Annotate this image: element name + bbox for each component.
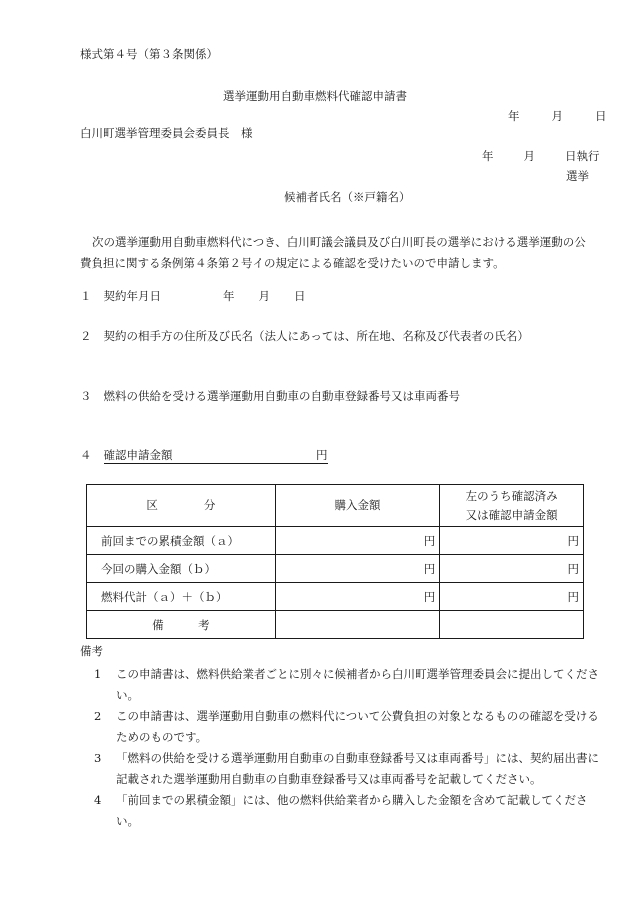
row-label-previous-total: 前回までの累積金額（ａ） <box>87 527 276 555</box>
contract-month: 月 <box>258 289 270 303</box>
exec-day: 日執行 <box>565 149 600 163</box>
item-vehicle-number <box>80 390 460 404</box>
item-contractor <box>80 330 529 344</box>
confirmed-amount-cell[interactable]: 円 <box>440 555 584 583</box>
confirmed-amount-cell[interactable]: 円 <box>440 583 584 611</box>
item-label: 契約の相手方の住所及び氏名（法人にあっては、所在地、名称及び代表者の氏名） <box>103 329 529 343</box>
remarks-heading: 備考 <box>80 644 103 658</box>
table-row <box>87 583 584 611</box>
table-header-row <box>87 485 584 527</box>
purchase-amount-cell[interactable]: 円 <box>275 527 440 555</box>
purchase-amount-cell[interactable]: 円 <box>275 555 440 583</box>
item-number: １ <box>80 289 92 303</box>
remarks-cell[interactable] <box>440 611 584 639</box>
addressee: 白川町選挙管理委員会委員長 様 <box>80 126 253 140</box>
row-label-remarks: 備 考 <box>87 611 276 639</box>
confirmed-amount-cell[interactable]: 円 <box>440 527 584 555</box>
purchase-amount-cell[interactable]: 円 <box>275 583 440 611</box>
remark-text: この申請書は、燃料供給業者ごとに別々に候補者から白川町選挙管理委員会に提出してください。 <box>116 667 599 702</box>
item-number: ２ <box>80 329 92 343</box>
row-label-fuel-total: 燃料代計（ａ）＋（ｂ） <box>87 583 276 611</box>
execution-date <box>482 150 600 164</box>
form-number: 様式第４号（第３条関係） <box>80 47 218 61</box>
item-number: ４ <box>80 448 92 462</box>
table-row <box>87 527 584 555</box>
remarks-list <box>80 664 600 832</box>
header-purchase-amount: 購入金額 <box>275 485 440 527</box>
exec-month: 月 <box>523 149 535 163</box>
item-number: ３ <box>80 389 92 403</box>
item-contract-date <box>80 290 306 304</box>
header-category: 区 分 <box>87 485 276 527</box>
row-label-current-purchase: 今回の購入金額（ｂ） <box>87 555 276 583</box>
remark-number: 4 <box>94 793 102 807</box>
election-label: 選挙 <box>566 169 589 183</box>
remark-text: 「燃料の供給を受ける選挙運動用自動車の自動車登録番号又は車両番号」には、契約届出書に記載された選挙運動用自動車の自動車登録番号又は車両番号を記載してください。 <box>116 751 599 786</box>
yen-unit: 円 <box>316 448 328 462</box>
header-line2: 又は確認申請金額 <box>465 507 558 522</box>
remarks-cell[interactable] <box>275 611 440 639</box>
item-label: 確認申請金額 <box>103 448 173 462</box>
remark-number: 2 <box>94 709 102 723</box>
remark-text: 「前回までの累積金額」には、他の燃料供給業者から購入した金額を含めて記載してください。 <box>116 793 588 828</box>
item-requested-amount <box>80 449 328 464</box>
remark-number: 1 <box>94 667 102 681</box>
date-day: 日 <box>595 109 607 123</box>
table-row <box>87 611 584 639</box>
exec-year: 年 <box>482 149 494 163</box>
remark-item <box>80 748 600 790</box>
item-label: 契約年月日 <box>103 289 161 303</box>
contract-day: 日 <box>294 289 306 303</box>
fuel-cost-table <box>86 484 584 639</box>
header-confirmed-amount <box>440 485 584 527</box>
contract-year: 年 <box>223 289 235 303</box>
remark-item <box>80 790 600 832</box>
item-label: 燃料の供給を受ける選挙運動用自動車の自動車登録番号又は車両番号 <box>103 389 460 403</box>
table-row <box>87 555 584 583</box>
remark-text: この申請書は、選挙運動用自動車の燃料代について公費負担の対象となるものの確認を受けるためのものです。 <box>116 709 599 744</box>
application-date <box>508 110 607 124</box>
candidate-name-label: 候補者氏名（※戸籍名） <box>284 190 411 204</box>
document-title: 選挙運動用自動車燃料代確認申請書 <box>223 89 407 103</box>
date-month: 月 <box>551 109 563 123</box>
remark-number: 3 <box>94 751 102 765</box>
application-statement <box>80 232 594 274</box>
header-line1: 左のうち確認済み <box>465 488 558 503</box>
date-year: 年 <box>508 109 520 123</box>
amount-underline-field[interactable] <box>104 449 328 464</box>
remark-item <box>80 706 600 748</box>
remark-item <box>80 664 600 706</box>
statement-text: 次の選挙運動用自動車燃料代につき、白川町議会議員及び白川町長の選挙における選挙運動の公費負担に関する条例第４条第２号イの規定による確認を受けたいので申請します。 <box>80 235 586 270</box>
